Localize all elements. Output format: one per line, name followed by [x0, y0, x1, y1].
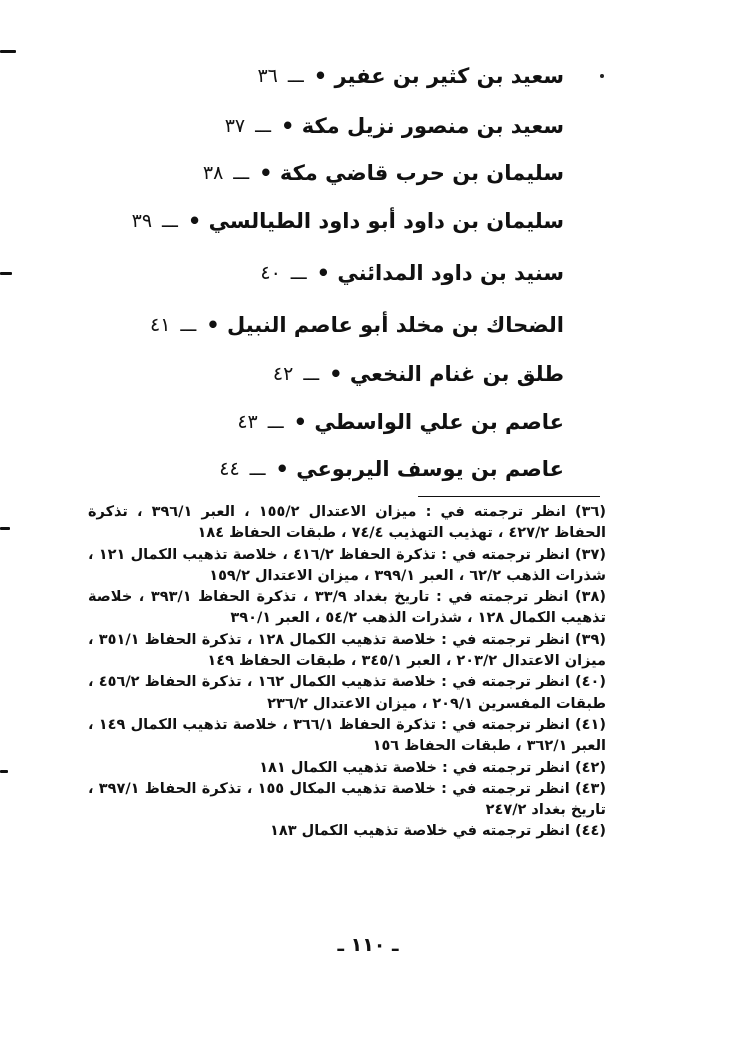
scan-mark	[0, 50, 16, 53]
entry-number: ٣٩	[131, 210, 153, 232]
footnote: (٣٦) انظر ترجمته في : ميزان الاعتدال ١٥٥/٢ ، العبر ٣٩٦/١ ، تذكرة الحفاظ ٤٢٧/٢ ، تهذيب التهذيب ٧٤/٤ ، طبقات الحفاظ ١٨٤	[88, 504, 606, 542]
entry-name: عاصم بن يوسف اليربوعي •	[275, 457, 564, 481]
entry-number: ٤٣	[237, 411, 258, 433]
entry-name: سعيد بن كثير بن عفير •	[313, 64, 564, 88]
entry-name: عاصم بن علي الواسطي •	[293, 410, 564, 434]
list-item	[219, 109, 564, 143]
entry-name: سليمان بن داود أبو داود الطيالسي •	[187, 209, 564, 233]
entry-number: ٤٠	[260, 262, 281, 284]
footnote: (٣٩) انظر ترجمته في : خلاصة تذهيب الكمال ١٢٨ ، تذكرة الحفاظ ٣٥١/١ ، ميزان الاعتدال ٢٠٣/٢ ، العبر ٣٤٥/١ ، طبقات الحفاظ ١٤٩	[88, 631, 606, 670]
list-item	[252, 59, 564, 93]
entry-name: الضحاك بن مخلد أبو عاصم النبيل •	[206, 313, 564, 337]
list-item	[255, 256, 564, 290]
footnote: (٤٢) انظر ترجمته في : خلاصة تذهيب الكمال ١٨١	[259, 759, 606, 776]
list-item	[267, 357, 564, 391]
entry-number: ٣٧	[224, 115, 246, 137]
entry-number: ٣٨	[202, 162, 224, 184]
entry-number: ٣٦	[257, 65, 278, 87]
entry-name: سنيد بن داود المدائني •	[316, 261, 564, 285]
page-number: ـ ١١٠ ـ	[337, 934, 399, 956]
footnote: (٤١) انظر ترجمته في : تذكرة الحفاظ ٣٦٦/١ ، خلاصة تذهيب الكمال ١٤٩ ، العبر ٣٦٢/١ ، طبقات الحفاظ ١٥٦	[88, 716, 606, 755]
scan-dot	[600, 74, 604, 78]
footnote: (٤٠) انظر ترجمته في : خلاصة تذهيب الكمال ١٦٢ ، تذكرة الحفاظ ٤٥٦/٢ ، طبقات المفسرين ٢٠٩/١ ، ميزان الاعتدال ٢٣٦/٢	[88, 674, 606, 712]
entry-dash: ـــ	[233, 162, 250, 184]
scan-mark	[0, 272, 12, 275]
entry-dash: ـــ	[303, 363, 320, 385]
list-item	[232, 405, 564, 439]
footnote-divider	[418, 496, 600, 497]
footnote: (٣٧) انظر ترجمته في : تذكرة الحفاظ ٤١٦/٢ ، خلاصة تذهيب الكمال ١٢١ ، شذرات الذهب ٦٢/٢ ، العبر ٣٩٩/١ ، ميزان الاعتدال ١٥٩/٢	[88, 546, 606, 584]
list-item	[214, 452, 564, 486]
footnotes	[88, 502, 606, 843]
entry-name: سعيد بن منصور نزيل مكة •	[280, 114, 564, 138]
scan-mark	[0, 527, 10, 530]
entry-name: طلق بن غنام النخعي •	[329, 362, 564, 386]
entry-number: ٤١	[150, 314, 171, 336]
entry-dash: ـــ	[180, 314, 197, 336]
list-item	[126, 204, 564, 238]
footnote: (٣٨) انظر ترجمته في : تاريخ بغداد ٣٣/٩ ، تذكرة الحفاظ ٣٩٣/١ ، خلاصة تذهيب الكمال ١٢٨ ، شذرات الذهب ٥٤/٢ ، العبر ٣٩٠/١	[88, 589, 606, 627]
list-item	[197, 156, 564, 190]
scan-mark	[0, 770, 8, 773]
entry-name: سليمان بن حرب قاضي مكة •	[259, 161, 564, 185]
entry-number: ٤٤	[219, 458, 240, 480]
entry-dash: ـــ	[267, 411, 284, 433]
footnote: (٤٤) انظر ترجمته في خلاصة تذهيب الكمال ١٨٣	[270, 823, 606, 840]
list-item	[144, 308, 564, 342]
entry-dash: ـــ	[255, 115, 271, 137]
entry-dash: ـــ	[287, 65, 304, 87]
entry-dash: ـــ	[249, 458, 266, 480]
entry-dash: ـــ	[162, 210, 178, 232]
footnote: (٤٣) انظر ترجمته في : خلاصة تذهيب المكال ١٥٥ ، تذكرة الحفاظ ٣٩٧/١ ، تاريخ بغداد ٢٤٧/٢	[88, 780, 606, 819]
entry-number: ٤٢	[272, 363, 294, 385]
entry-dash: ـــ	[290, 262, 307, 284]
